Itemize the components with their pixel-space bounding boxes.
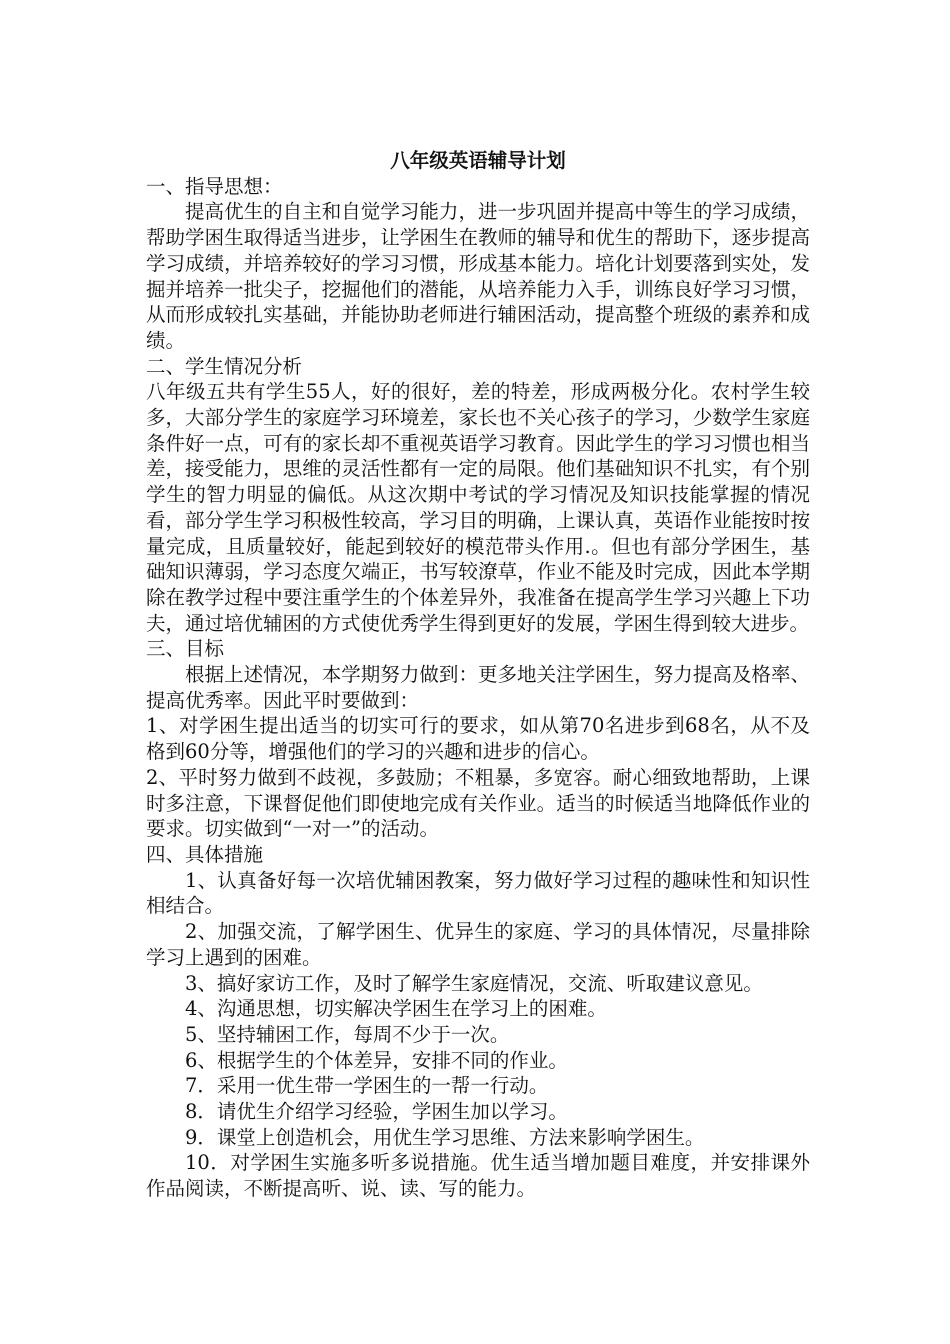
section-heading-goals: 三、目标 <box>146 637 225 661</box>
paragraph-student-analysis: 八年级五共有学生55人，好的很好，差的特差，形成两极分化。农村学生较多，大部分学生的家庭学习环境差，家长也不关心孩子的学习，少数学生家庭条件好一点，可有的家长却不重视英语学习教育。因此学生的学习习惯也相当差，接受能力，思维的灵活性都有一定的局限。他们基础知识不扎实，有个别学生的智力明显的偏低。从这次期中考试的学习情况及知识技能掌握的情况看，部分学生学习积极性较高，学习目的明确，上课认真，英语作业能按时按量完成，且质量较好，能起到较好的模范带头作用.。但也有部分学困生，基础知识薄弱，学习态度欠端正，书写较潦草，作业不能及时完成，因此本学期除在教学过程中要注重学生的个体差异外，我准备在提高学生学习兴趣上下功夫，通过培优辅困的方式使优秀学生得到更好的发展，学困生得到较大进步。 <box>146 380 810 635</box>
paragraph-goals-intro: 根据上述情况，本学期努力做到：更多地关注学困生，努力提高及格率、提高优秀率。因此平时要做到： <box>146 663 810 712</box>
document-title: 八年级英语辅导计划 <box>390 149 566 172</box>
paragraph-goal-item: 1、对学困生提出适当的切实可行的要求，如从第70名进步到68名，从不及格到60分等，增强他们的学习的兴趣和进步的信心。 <box>146 714 810 764</box>
document-page <box>146 148 810 1202</box>
paragraph-goal-item: 2、平时努力做到不歧视，多鼓励；不粗暴，多宽容。耐心细致地帮助，上课时多注意，下课督促他们即使地完成有关作业。适当的时候适当地降低作业的要求。切实做到“一对一”的活动。 <box>146 765 810 841</box>
measure-item: 4、沟通思想，切实解决学困生在学习上的困难。 <box>185 997 607 1021</box>
paragraph-guiding-ideology: 提高优生的自主和自觉学习能力，进一步巩固并提高中等生的学习成绩，帮助学困生取得适当进步，让学困生在教师的辅导和优生的帮助下，逐步提高学习成绩，并培养较好的学习习惯，形成基本能力。培化计划要落到实处，发掘并培养一批尖子，挖掘他们的潜能，从培养能力入手，训练良好学习习惯，从而形成较扎实基础，并能协助老师进行辅困活动，提高整个班级的素养和成绩。 <box>146 200 810 352</box>
measure-item: 7．采用一优生带一学困生的一帮一行动。 <box>185 1074 549 1098</box>
measure-item: 5、坚持辅困工作，每周不少于一次。 <box>185 1022 510 1046</box>
measure-item: 3、搞好家访工作，及时了解学生家庭情况，交流、听取建议意见。 <box>185 971 763 995</box>
section-heading-measures: 四、具体措施 <box>146 842 264 866</box>
section-heading-student-analysis: 二、学生情况分析 <box>146 354 303 378</box>
measure-item: 6、根据学生的个体差异，安排不同的作业。 <box>185 1048 568 1072</box>
measure-item: 8．请优生介绍学习经验，学困生加以学习。 <box>185 1100 568 1124</box>
measure-item: 9．课堂上创造机会，用优生学习思维、方法来影响学困生。 <box>185 1125 705 1149</box>
measure-item: 1、认真备好每一次培优辅困教案，努力做好学习过程的趣味性和知识性相结合。 <box>146 868 810 918</box>
section-heading-guiding-ideology: 一、指导思想： <box>146 174 283 198</box>
measure-item: 10．对学困生实施多听多说措施。优生适当增加题目难度，并安排课外作品阅读，不断提高听、说、读、写的能力。 <box>146 1151 810 1201</box>
measure-item: 2、加强交流，了解学困生、优异生的家庭、学习的具体情况，尽量排除学习上遇到的困难。 <box>146 920 810 969</box>
